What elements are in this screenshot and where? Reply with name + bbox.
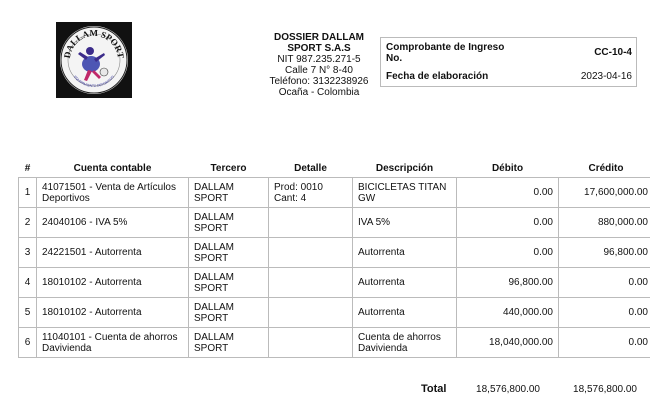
total-credit: 18,576,800.00 [573,384,637,395]
row-debit: 18,040,000.00 [457,328,559,358]
row-detail [269,268,353,298]
row-number: 1 [19,178,37,208]
row-account: 24221501 - Autorrenta [37,238,189,268]
total-debit: 18,576,800.00 [476,384,540,395]
row-credit: 0.00 [559,298,650,328]
company-city: Ocaña - Colombia [278,87,360,98]
col-header-number: # [24,163,31,174]
table-row [19,298,650,328]
table-row [19,268,650,298]
row-account: 24040106 - IVA 5% [37,208,189,238]
row-third-party: DALLAM SPORT [189,298,269,328]
row-number: 6 [19,328,37,358]
col-header-detail: Detalle [294,163,327,174]
voucher-label: Comprobante de Ingreso No. [386,42,505,64]
row-debit: 440,000.00 [457,298,559,328]
logo-badge [60,26,128,94]
table-header-row [19,160,650,178]
row-description: Cuenta de ahorros Davivienda [353,328,457,358]
row-credit: 96,800.00 [559,238,650,268]
voucher-date-label: Fecha de elaboración [386,71,489,82]
voucher-number: CC-10-4 [594,47,632,58]
row-number: 5 [19,298,37,328]
table-row [19,178,650,208]
row-debit: 0.00 [457,178,559,208]
col-header-third-party: Tercero [210,163,247,174]
row-credit: 0.00 [559,268,650,298]
voucher-box [380,37,637,87]
company-name-line2: SPORT S.A.S [287,43,351,54]
row-detail [269,328,353,358]
voucher-date: 2023-04-16 [580,71,632,82]
row-detail [269,238,353,268]
row-detail [269,178,353,208]
total-label: Total [421,383,447,395]
row-account: 11040101 - Cuenta de ahorros Davivienda [37,328,189,358]
row-credit: 17,600,000.00 [559,178,650,208]
row-account: 41071501 - Venta de Artículos Deportivos [37,178,189,208]
row-detail [269,298,353,328]
company-phone: Teléfono: 3132238926 [269,76,369,87]
company-name-line1: DOSSIER DALLAM [274,32,364,43]
logo-title-text: DALLAM SPORT [61,27,127,60]
table-row [19,238,650,268]
row-description: Autorrenta [353,268,457,298]
row-description: Autorrenta [353,298,457,328]
logo-subtitle-text: EQUIPAMIENTO DEPORTIVO [73,74,115,89]
row-number: 2 [19,208,37,238]
row-third-party: DALLAM SPORT [189,238,269,268]
row-debit: 96,800.00 [457,268,559,298]
table-row [19,208,650,238]
row-debit: 0.00 [457,238,559,268]
row-credit: 0.00 [559,328,650,358]
row-description: Autorrenta [353,238,457,268]
logo-graphic [60,26,128,94]
entries-table [18,160,650,358]
col-header-credit: Crédito [588,163,624,174]
row-detail-product: Prod: 0010 [274,181,323,193]
row-credit: 880,000.00 [559,208,650,238]
col-header-debit: Débito [491,163,524,174]
row-account: 18010102 - Autorrenta [37,268,189,298]
row-third-party: DALLAM SPORT [189,208,269,238]
row-detail [269,208,353,238]
row-detail-quantity: Cant: 4 [274,192,307,204]
company-logo [56,22,132,98]
company-nit: NIT 987.235.271-5 [277,54,361,65]
row-third-party: DALLAM SPORT [189,268,269,298]
company-address: Calle 7 N° 8-40 [285,65,353,76]
col-header-description: Descripción [375,163,434,174]
row-description: BICICLETAS TITAN GW [353,178,457,208]
col-header-account: Cuenta contable [73,163,152,174]
row-third-party: DALLAM SPORT [189,178,269,208]
row-debit: 0.00 [457,208,559,238]
row-third-party: DALLAM SPORT [189,328,269,358]
row-number: 4 [19,268,37,298]
row-description: IVA 5% [353,208,457,238]
row-number: 3 [19,238,37,268]
row-account: 18010102 - Autorrenta [37,298,189,328]
company-info [254,32,384,98]
table-row [19,328,650,358]
